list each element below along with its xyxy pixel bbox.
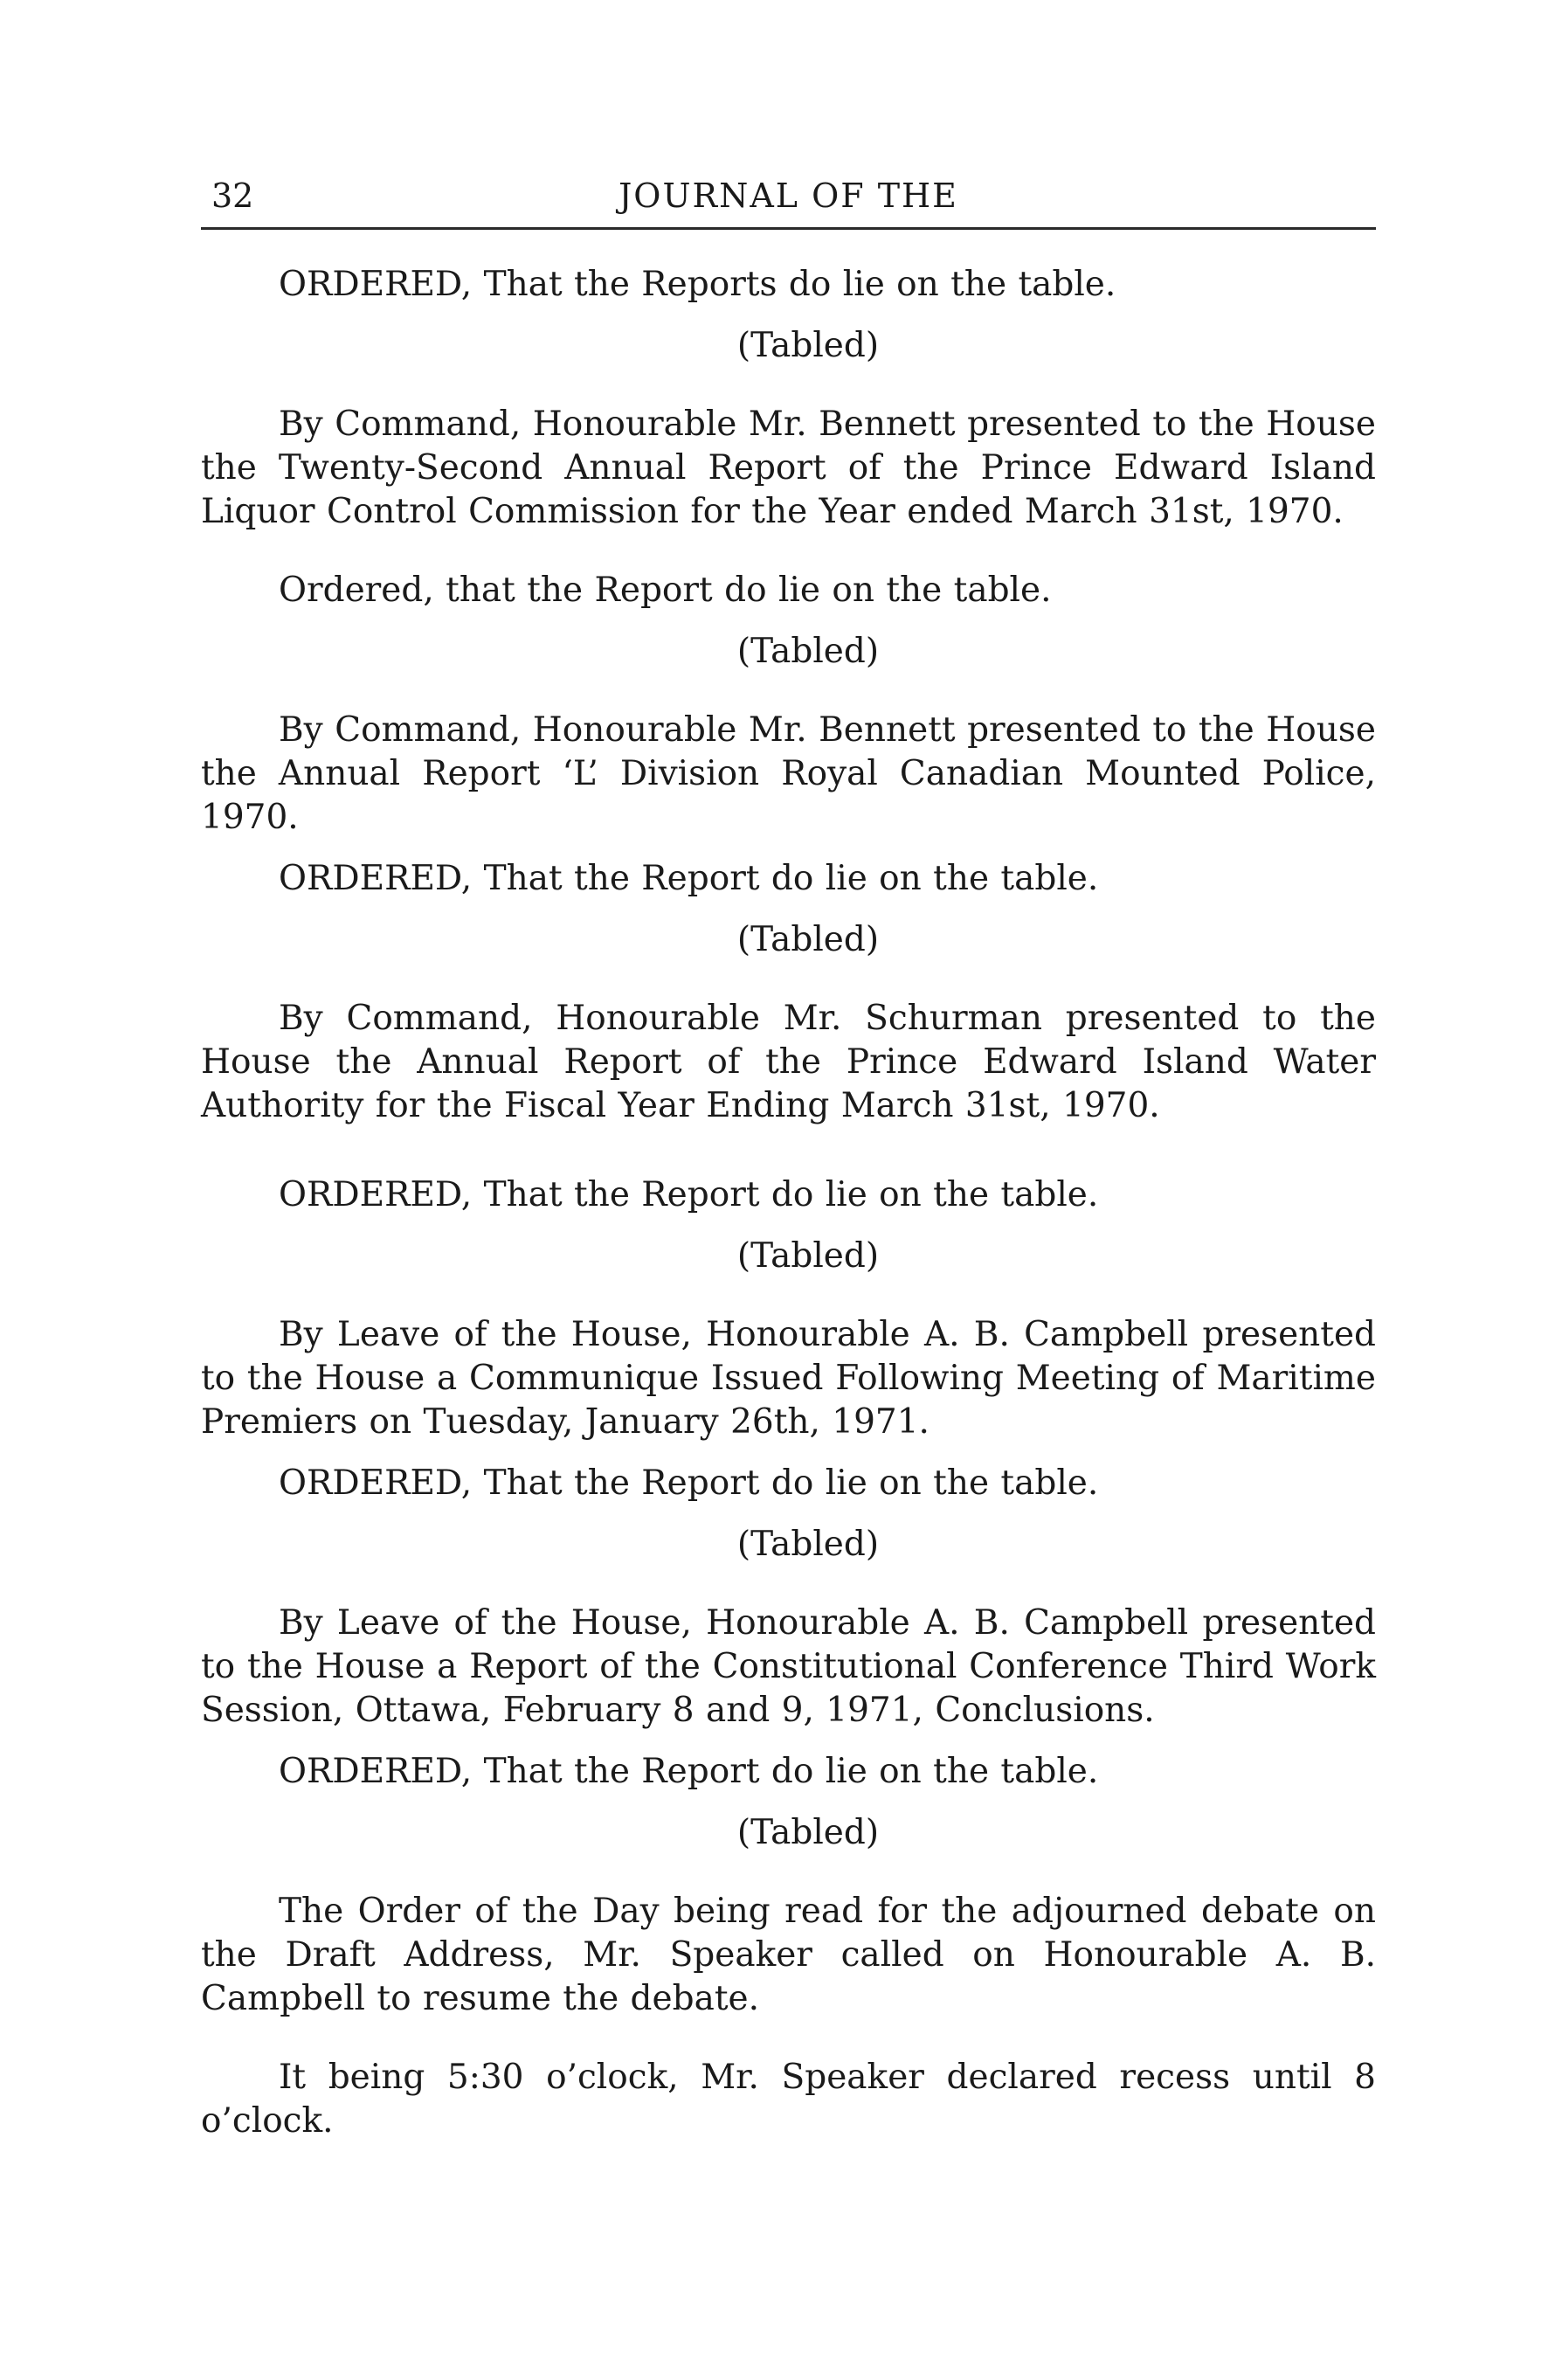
ordered-paragraph: ORDERED, That the Report do lie on the table. <box>279 1752 1099 1791</box>
tabled-note: (Tabled) <box>736 1813 880 1852</box>
ordered-paragraph: Ordered, that the Report do lie on the table. <box>279 571 1052 610</box>
leave-paragraph: By Leave of the House, Honourable A. B. Campbell presented to the House a Communique Issued Following Meeting of Maritime Premiers on Tuesday, January 26th, 1971. <box>201 1315 1376 1442</box>
recess-paragraph: It being 5:30 o’clock, Mr. Speaker declared recess until 8 o’clock. <box>201 2058 1376 2141</box>
ordered-paragraph: ORDERED, That the Report do lie on the table. <box>279 1175 1099 1214</box>
command-paragraph: By Command, Honourable Mr. Schurman presented to the House the Annual Report of the Prince Edward Island Water Authority for the Fiscal Year Ending March 31st, 1970. <box>201 999 1376 1125</box>
tabled-note: (Tabled) <box>736 1236 880 1276</box>
page-number: 32 <box>211 176 254 215</box>
page-header <box>201 175 1376 230</box>
tabled-note: (Tabled) <box>736 632 880 671</box>
journal-page <box>201 175 1376 2143</box>
command-paragraph: By Command, Honourable Mr. Bennett presented to the House the Twenty-Second Annual Report of the Prince Edward Island Liquor Control Commission for the Year ended March 31st, 1970. <box>201 405 1376 531</box>
running-head: JOURNAL OF THE <box>619 176 958 215</box>
leave-paragraph: By Leave of the House, Honourable A. B. Campbell presented to the House a Report of the Constitutional Conference Third Work Session, Ottawa, February 8 and 9, 1971, Conclusions. <box>201 1603 1376 1730</box>
tabled-note: (Tabled) <box>736 1525 880 1564</box>
tabled-note: (Tabled) <box>736 920 880 959</box>
journal-body <box>201 263 1376 2143</box>
ordered-paragraph: ORDERED, That the Report do lie on the table. <box>279 1463 1099 1503</box>
tabled-note: (Tabled) <box>736 326 880 365</box>
ordered-paragraph: ORDERED, That the Report do lie on the table. <box>279 859 1099 898</box>
command-paragraph: By Command, Honourable Mr. Bennett presented to the House the Annual Report ‘L’ Division Royal Canadian Mounted Police, 1970. <box>201 710 1376 837</box>
order-of-day-paragraph: The Order of the Day being read for the adjourned debate on the Draft Address, Mr. Speaker called on Honourable A. B. Campbell to resume the debate. <box>201 1892 1376 2018</box>
ordered-paragraph: ORDERED, That the Reports do lie on the table. <box>279 265 1116 304</box>
